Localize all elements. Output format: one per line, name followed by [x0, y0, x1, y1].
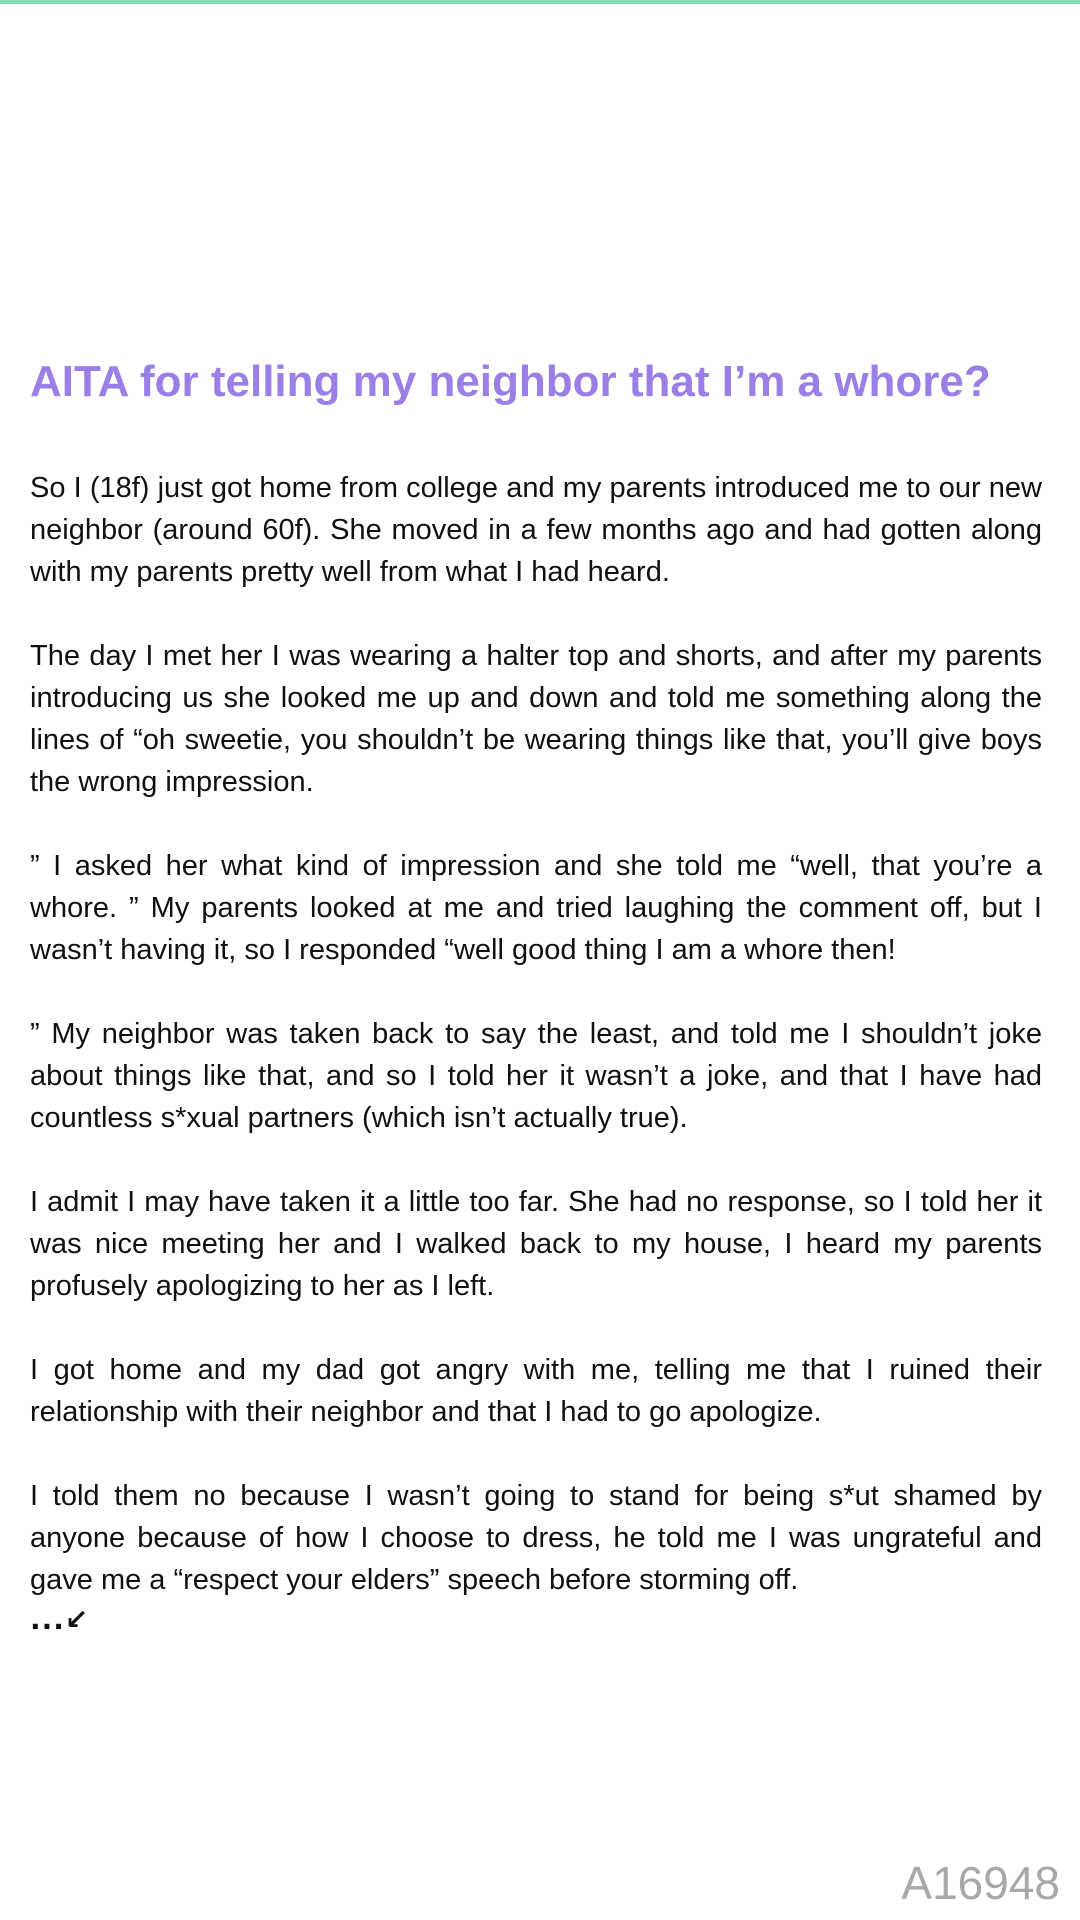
post-title: AITA for telling my neighbor that I’m a whore? — [30, 357, 991, 406]
top-accent-bar — [0, 0, 1080, 4]
paragraph: I told them no because I wasn’t going to stand for being s*ut shamed by anyone because of how I choose to dress, he told me I was ungrateful and gave me a “respect your elders” speech before storming off. — [30, 1480, 1042, 1596]
post-body — [30, 467, 1042, 1639]
continuation-indicator: ...↙ — [30, 1603, 90, 1636]
watermark-id: A16948 — [901, 1857, 1060, 1909]
paragraph: ” I asked her what kind of impression and she told me “well, that you’re a whore. ” My parents looked at me and tried laughing the comment off, but I wasn’t having it, so I responded “well good thing I am a whore then! — [30, 850, 1042, 966]
paragraph: So I (18f) just got home from college and my parents introduced me to our new neighbor (around 60f). She moved in a few months ago and had gotten along with my parents pretty well from what I had heard. — [30, 472, 1042, 588]
paragraph: The day I met her I was wearing a halter top and shorts, and after my parents introducing us she looked me up and down and told me something along the lines of “oh sweetie, you shouldn’t be wearing things like that, you’ll give boys the wrong impression. — [30, 640, 1042, 798]
paragraph: I admit I may have taken it a little too far. She had no response, so I told her it was nice meeting her and I walked back to my house, I heard my parents profusely apologizing to her as I left. — [30, 1186, 1042, 1302]
paragraph: I got home and my dad got angry with me, telling me that I ruined their relationship with their neighbor and that I had to go apologize. — [30, 1354, 1042, 1428]
paragraph: ” My neighbor was taken back to say the least, and told me I shouldn’t joke about things like that, and so I told her it wasn’t a joke, and that I have had countless s*xual partners (which isn’t actually true). — [30, 1018, 1042, 1134]
